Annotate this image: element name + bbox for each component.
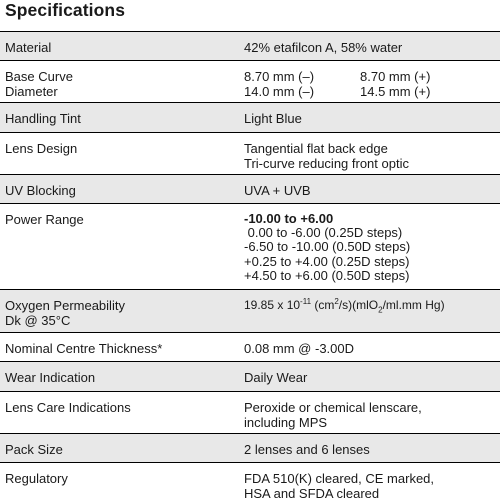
row-label-line: Dk @ 35°C [5, 313, 71, 328]
row-value-line: HSA and SFDA cleared [244, 486, 380, 501]
row-value: 42% etafilcon A, 58% water [244, 40, 403, 55]
row-value-line: FDA 510(K) cleared, CE marked, [244, 471, 435, 486]
row-value-line: -6.50 to -10.00 (0.50D steps) [244, 239, 411, 255]
row-label-line: Diameter [5, 84, 58, 99]
row-value-secondary [360, 69, 430, 99]
table-row [0, 434, 500, 463]
row-label [5, 298, 125, 328]
table-row [0, 133, 500, 175]
row-value-line: Tangential flat back edge [244, 141, 388, 156]
row-label: Regulatory [5, 471, 68, 486]
row-value [244, 69, 314, 99]
row-value-line: including MPS [244, 415, 328, 430]
row-value-line: 8.70 mm (+) [360, 69, 431, 84]
row-value: 0.08 mm @ -3.00D [244, 341, 355, 356]
table-row [0, 463, 500, 499]
row-label: Material [5, 40, 52, 55]
row-label [5, 69, 73, 99]
row-value [244, 471, 434, 501]
row-value-line: +0.25 to +4.00 (0.25D steps) [244, 253, 410, 269]
row-value: 2 lenses and 6 lenses [244, 442, 370, 457]
row-label: Pack Size [5, 442, 63, 457]
row-label-line: Base Curve [5, 69, 73, 84]
row-value-line: 8.70 mm (–) [244, 69, 315, 84]
row-label-line: Oxygen Permeability [5, 298, 125, 313]
row-label: Lens Care Indications [5, 400, 131, 415]
row-value: 19.85 x $10^{-11}$ $(cm^2/s)(mlO_2/ml.mm$ Hg) [244, 297, 445, 315]
table-row [0, 204, 500, 290]
table-row [0, 175, 500, 204]
table-row [0, 32, 500, 61]
row-value [244, 212, 410, 283]
power-range-summary: -10.00 to +6.00 [244, 211, 334, 226]
row-value [244, 400, 422, 430]
table-row [0, 290, 500, 333]
row-label: Power Range [5, 212, 84, 227]
row-label: Lens Design [5, 141, 78, 156]
row-value-line: 14.5 mm (+) [360, 84, 431, 99]
row-value-line: 14.0 mm (–) [244, 84, 315, 99]
row-value-line: 0.00 to -6.00 (0.25D steps) [244, 225, 403, 241]
table-row [0, 362, 500, 392]
table-row [0, 333, 500, 362]
table-row [0, 61, 500, 103]
row-label: Handling Tint [5, 111, 81, 126]
table-row [0, 392, 500, 434]
page-title: Specifications [5, 0, 126, 20]
row-value: UVA + UVB [244, 183, 311, 198]
row-value-line: Tri-curve reducing front optic [244, 156, 409, 171]
row-value [244, 141, 409, 171]
row-label: Nominal Centre Thickness* [5, 341, 163, 356]
row-value: Daily Wear [244, 370, 308, 385]
row-label: UV Blocking [5, 183, 76, 198]
row-value-line: Peroxide or chemical lenscare, [244, 400, 422, 415]
row-label: Wear Indication [5, 370, 96, 385]
table-row [0, 103, 500, 133]
specifications-table [0, 31, 500, 499]
row-value-line: +4.50 to +6.00 (0.50D steps) [244, 267, 410, 283]
row-value: Light Blue [244, 111, 302, 126]
